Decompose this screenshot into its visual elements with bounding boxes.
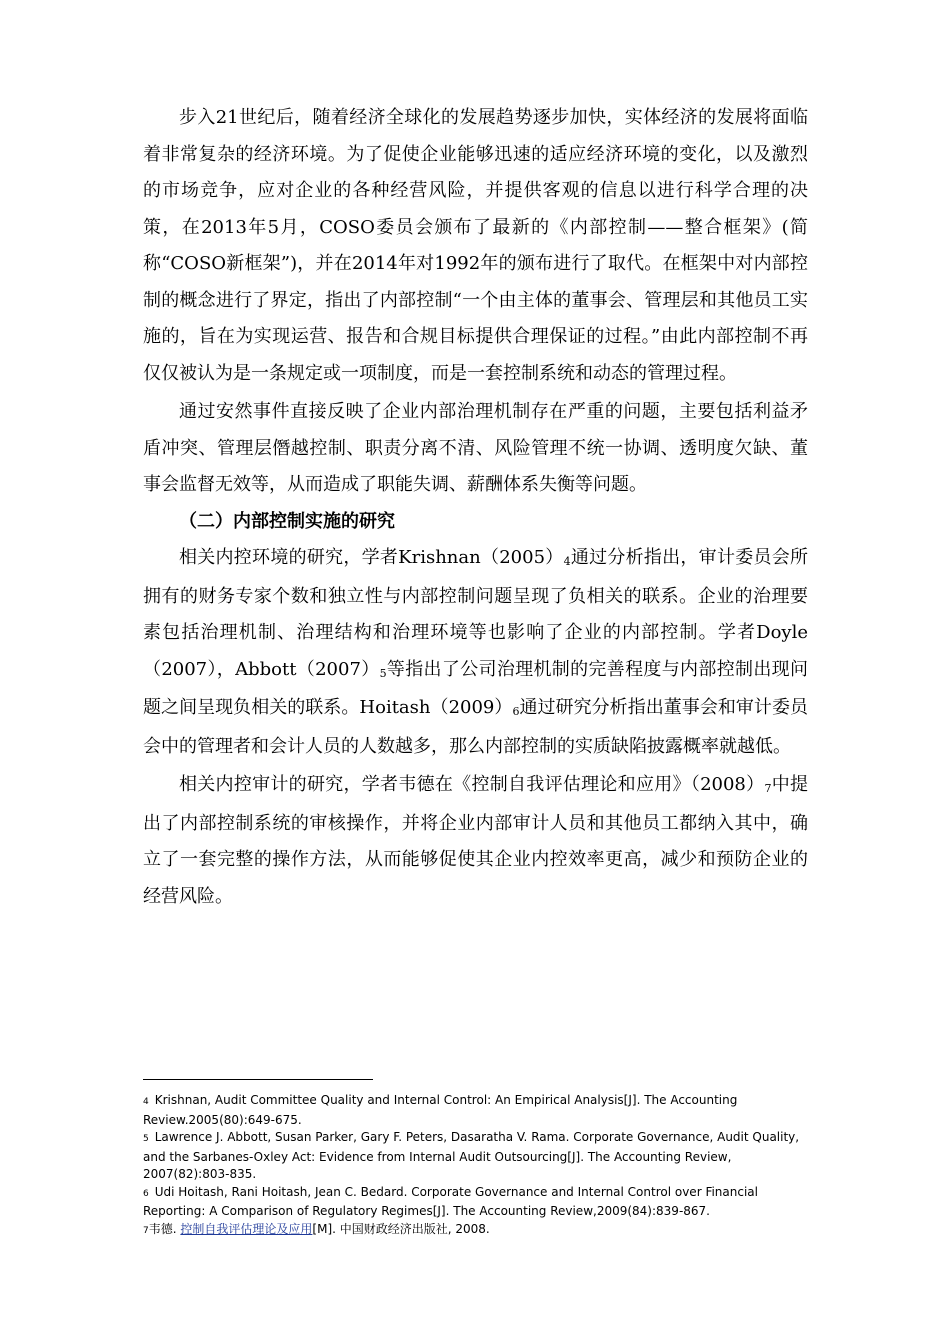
- footnote-7: [143, 1221, 813, 1241]
- paragraph-environment: [143, 540, 808, 765]
- section-heading: （二）内部控制实施的研究: [179, 510, 395, 532]
- paragraph-audit: [143, 767, 808, 915]
- paragraph-coso: [143, 100, 808, 392]
- paragraph-audit-text-b: 中提出了内部控制系统的审核操作，并将企业内部审计人员和其他员工都纳入其中，确立了一套完整的操作方法，从而能够促使其企业内控效率更高，减少和预防企业的经营风险。: [143, 774, 808, 907]
- footnote-ref-6[interactable]: 6: [512, 705, 520, 718]
- footnote-link[interactable]: 控制自我评估理论及应用: [180, 1221, 313, 1236]
- footnote-number: 7: [143, 1225, 149, 1236]
- footnote-ref-4[interactable]: 4: [563, 555, 571, 568]
- footnote-prefix: 韦德.: [148, 1221, 177, 1236]
- paragraph-environment-text-c: 等指出了公司治理机制的完善程度与内部控制出现问题之间呈现负相关的联系。Hoitash（2009）: [143, 658, 809, 718]
- footnote-5: [143, 1129, 813, 1184]
- paragraph-environment-text-a: 相关内控环境的研究，学者Krishnan（2005）: [179, 547, 564, 568]
- paragraph-enron: [143, 394, 808, 504]
- footnote-suffix: [M]. 中国财政经济出版社, 2008.: [312, 1221, 490, 1236]
- footnote-number: 6: [143, 1188, 149, 1199]
- paragraph-coso-text: 步入21世纪后，随着经济全球化的发展趋势逐步加快，实体经济的发展将面临着非常复杂的经济环境。为了促使企业能够迅速的适应经济环境的变化，以及激烈的市场竞争，应对企业的各种经营风险，并提供客观的信息以进行科学合理的决策，在2013年5月，COSO委员会颁布了最新的《内部控制——整合框架》(简称“COSO新框架”)，并在2014年对1992年的颁布进行了取代。在框架中对内部控制的概念进行了界定，指出了内部控制“一个由主体的董事会、管理层和其他员工实施的，旨在为实现运营、报告和合规目标提供合理保证的过程。”由此内部控制不再仅仅被认为是一条规定或一项制度，而是一套控制系统和动态的管理过程。: [143, 107, 808, 384]
- footnote-separator: [143, 1079, 373, 1080]
- footnote-text: Udi Hoitash, Rani Hoitash, Jean C. Bedard. Corporate Governance and Internal Control over Financial Reporting: A Comparison of Regulatory Regimes[J]. The Accounting Review,2009(84):839-867.: [143, 1184, 758, 1218]
- footnotes: [143, 1092, 813, 1240]
- footnote-6: [143, 1184, 813, 1221]
- footnote-text: Krishnan, Audit Committee Quality and Internal Control: An Empirical Analysis[J]. The Accounting Review.2005(80):649-675.: [143, 1093, 738, 1127]
- footnote-4: [143, 1092, 813, 1129]
- paragraph-environment-text-d: 通过研究分析指出董事会和审计委员会中的管理者和会计人员的人数越多，那么内部控制的实质缺陷披露概率就越低。: [143, 697, 808, 757]
- footnote-ref-7[interactable]: 7: [764, 782, 772, 795]
- footnote-ref-5[interactable]: 5: [379, 666, 387, 680]
- footnote-number: 5: [143, 1134, 149, 1144]
- paragraph-enron-text: 通过安然事件直接反映了企业内部治理机制存在严重的问题，主要包括利益矛盾冲突、管理层僭越控制、职责分离不清、风险管理不统一协调、透明度欠缺、董事会监督无效等，从而造成了职能失调、薪酬体系失衡等问题。: [143, 401, 808, 495]
- paragraph-audit-text-a: 相关内控审计的研究，学者韦德在《控制自我评估理论和应用》（2008）: [179, 774, 765, 795]
- body-text: [143, 100, 808, 915]
- footnote-number: 4: [143, 1097, 149, 1107]
- footnote-text: Lawrence J. Abbott, Susan Parker, Gary F. Peters, Dasaratha V. Rama. Corporate Governance, Audit Quality, and the Sarbanes-Oxley Act: Evidence from Internal Audit Outsourcing[J]. The Accounting Review, 2007(82):803-835.: [143, 1130, 800, 1181]
- paragraph-environment-text-b: 通过分析指出，审计委员会所拥有的财务专家个数和独立性与内部控制问题呈现了负相关的联系。企业的治理要素包括治理机制、治理结构和治理环境等也影响了企业的内部控制。学者Doyle（2007），Abbott（2007）: [143, 547, 808, 680]
